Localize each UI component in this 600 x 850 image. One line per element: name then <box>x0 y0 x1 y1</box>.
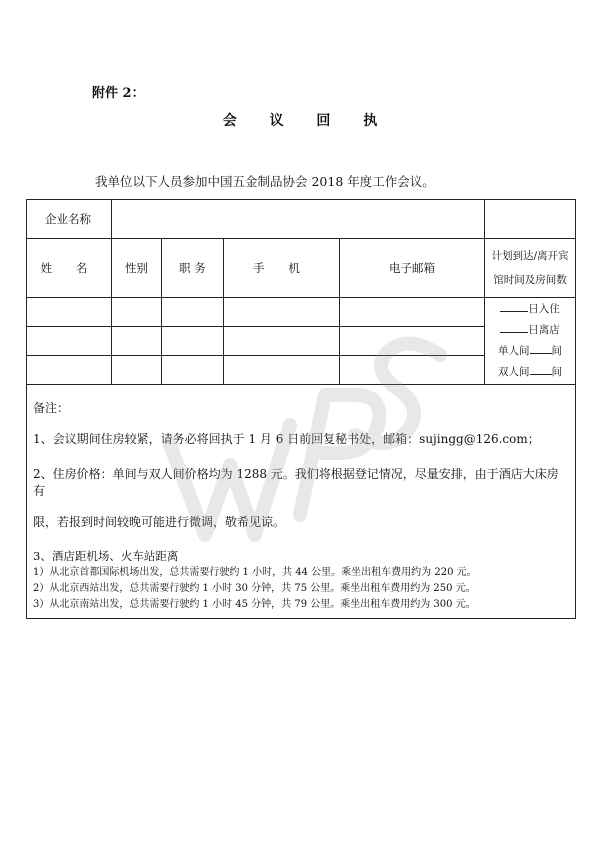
note-item-3-sub-3: 3）从北京南站出发，总共需要行驶约 1 小时 45 分钟，共 79 公里。乘坐出租车费用约为 300 元。 <box>33 599 476 610</box>
note-item-1: 1、会议期间住房较紧，请务必将回执于 1 月 6 日前回复秘书处，邮箱：sujingg@126.com； <box>33 432 540 446</box>
checkin-blank[interactable] <box>500 300 528 312</box>
attachment-label: 附件 2： <box>92 86 145 101</box>
double-room-label: 双人间 <box>498 366 530 378</box>
single-room-label: 单人间 <box>498 345 530 357</box>
col-name: 姓 名 <box>27 239 112 298</box>
company-row <box>27 200 576 239</box>
double-room-unit: 间 <box>551 366 562 378</box>
note-item-2-line1: 2、住房价格：单间与双人间价格均为 1288 元。我们将根据登记情况，尽量安排，由于酒店大床房有 <box>33 467 559 498</box>
plan-fields-cell <box>485 298 576 385</box>
company-name-field[interactable] <box>112 200 485 239</box>
col-gender: 性别 <box>112 239 162 298</box>
attendee-name-field[interactable] <box>27 298 112 327</box>
col-mobile: 手 机 <box>224 239 340 298</box>
notes-label: 备注： <box>33 401 70 415</box>
single-room-line <box>485 341 575 362</box>
col-email: 电子邮箱 <box>340 239 485 298</box>
checkout-line <box>485 320 575 341</box>
single-room-unit: 间 <box>551 345 562 357</box>
note-item-3-sub-1: 1）从北京首都国际机场出发，总共需要行驶约 1 小时，共 44 公里。乘坐出租车费用约为 220 元。 <box>33 567 477 578</box>
double-room-blank[interactable] <box>530 363 552 375</box>
header-row <box>27 239 576 298</box>
col-plan-line2: 馆时间及房间数 <box>493 274 567 286</box>
company-extra-cell <box>485 200 576 239</box>
double-room-line <box>485 362 575 383</box>
note-item-3: 3、酒店距机场、火车站距离 <box>33 549 179 563</box>
checkout-blank[interactable] <box>500 321 528 333</box>
col-position: 职 务 <box>162 239 224 298</box>
page-title: 会 议 回 执 <box>222 113 392 129</box>
checkout-label: 日离店 <box>528 324 560 336</box>
checkin-line <box>485 299 575 320</box>
col-plan-line1: 计划到达/离开宾 <box>491 250 569 262</box>
intro-text: 我单位以下人员参加中国五金制品协会 2018 年度工作会议。 <box>95 174 435 189</box>
note-item-2-line2: 限，若报到时间较晚可能进行微调，敬希见谅。 <box>33 515 286 529</box>
wps-watermark-icon <box>150 295 450 575</box>
note-item-3-sub-2: 2）从北京西站出发，总共需要行驶约 1 小时 30 分钟，共 75 公里。乘坐出租车费用约为 250 元。 <box>33 583 476 594</box>
company-label: 企业名称 <box>27 200 112 239</box>
checkin-label: 日入住 <box>528 303 560 315</box>
single-room-blank[interactable] <box>530 342 552 354</box>
attendee-name-field[interactable] <box>27 356 112 385</box>
attendee-name-field[interactable] <box>27 327 112 356</box>
col-plan <box>485 239 576 298</box>
